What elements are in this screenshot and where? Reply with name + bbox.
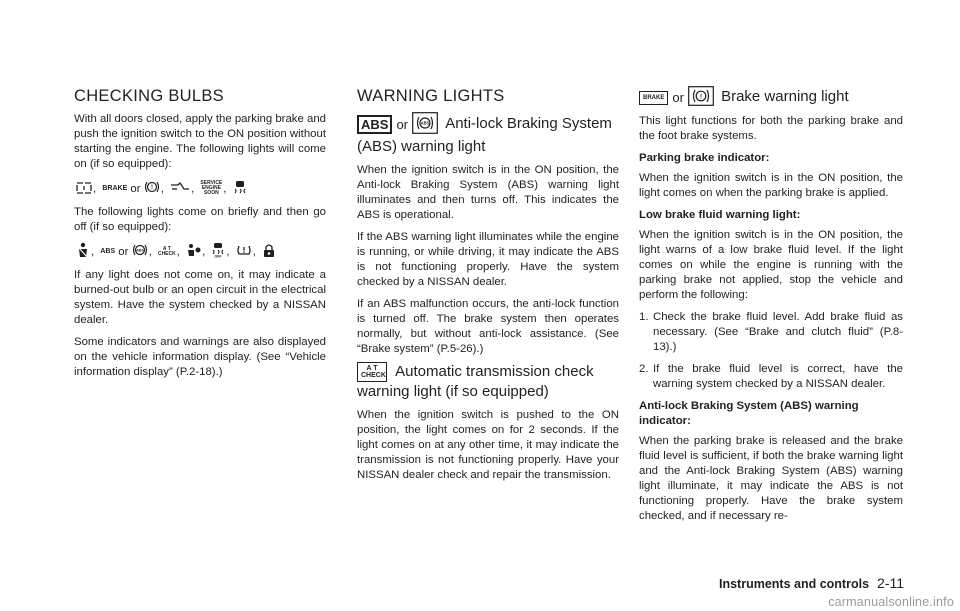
svg-text:OFF: OFF (214, 254, 222, 259)
seat-belt-icon (76, 242, 90, 261)
paragraph: The following lights come on briefly and then go off (if so equipped): (74, 206, 326, 233)
brake-box-icon: BRAKE (639, 91, 668, 105)
icon-row-bulbs-on: , BRAKE or ! , , SERVICE ENGINE SOON , (76, 179, 326, 199)
at-check-box-icon: A T CHECK (357, 362, 387, 382)
abs-circle-text: ABS (135, 248, 144, 253)
or-label: or (396, 117, 409, 132)
heading-brake-warning-light (639, 86, 903, 109)
skid-car-icon (233, 179, 247, 198)
column-brake-warning-light (639, 86, 903, 531)
page-number: 2-11 (877, 575, 905, 591)
heading-text: Brake warning light (721, 88, 849, 106)
watermark: carmanualsonline.info (828, 595, 954, 609)
paragraph: When the ignition switch is in the ON position, the light warns of a low brake fluid level. If the light comes on while the engine is running with the parking brake not applied, stop the vehicle and perform the following: (639, 229, 903, 301)
paragraph: When the ignition switch is in the ON position, the Anti-lock Braking System (ABS) warning light illuminates and then turns off. This indicates the ABS is operational. (357, 164, 619, 221)
subheading-abs-warning-indicator: Anti-lock Braking System (ABS) warning indicator: (639, 400, 859, 427)
list-item: 2. If the brake fluid level is correct, have the warning system checked by a NISSAN dealer. (639, 363, 903, 390)
list-item: 1. Check the brake fluid level. Add brake fluid as necessary. (See “Brake and clutch fluid” (P.8-13).) (639, 311, 903, 353)
or-label: or (672, 90, 684, 105)
service-engine-soon-icon: SERVICE ENGINE SOON (200, 180, 223, 197)
section-title-warning-lights: WARNING LIGHTS (357, 87, 505, 105)
tire-pressure-icon (236, 243, 252, 260)
paragraph: When the ignition switch is pushed to the ON position, the light comes on for 2 seconds. If the light comes on at any other time, it may indicate the transmission is not functioning properly. Have your NISSAN dealer check and repair the transmission. (357, 409, 619, 482)
heading-text: Automatic transmission check warning light (if so equipped) (357, 363, 594, 401)
heading-at-check-warning-light (357, 362, 619, 401)
footer-section-title: Instruments and controls (719, 577, 870, 591)
subheading-low-brake-fluid: Low brake fluid warning light: (639, 209, 801, 221)
paragraph: This light functions for both the parking brake and the foot brake systems. (639, 115, 903, 142)
abs-circle-icon (132, 243, 148, 260)
icon-row-bulbs-briefly: , ABS or ABS , A T CHECK, , OFF , , (76, 242, 326, 262)
skid-off-icon (211, 242, 225, 261)
column-checking-bulbs (74, 86, 326, 387)
heading-abs-warning-light (357, 112, 619, 156)
svg-text:!: ! (150, 185, 153, 192)
steps-list (639, 310, 903, 392)
paragraph: If the ABS warning light illuminates while the engine is running, or while driving, it may indicate the ABS is not functioning properly. Have the system checked by a NISSAN dealer. (357, 231, 619, 288)
brake-text-icon: BRAKE (102, 185, 128, 193)
paragraph: If an ABS malfunction occurs, the anti-lock function is turned off. The brake system then operates normally, but without anti-lock assistance. (See “Brake system” (P.5-26).) (357, 298, 619, 355)
airbag-icon (186, 243, 201, 261)
open-door-icon (76, 181, 92, 197)
brake-circle-icon (144, 180, 160, 197)
heading-text: Anti-lock Braking System (ABS) warning light (357, 115, 612, 155)
or-label: or (130, 183, 141, 195)
abs-box-icon: ABS (357, 115, 392, 134)
battery-charge-icon (170, 181, 190, 196)
svg-text:!: ! (699, 93, 702, 101)
abs-circle-box-icon (412, 112, 438, 137)
or-label: or (118, 246, 129, 258)
paragraph: When the parking brake is released and the brake fluid level is sufficient, if both the brake warning light and the Anti-lock Braking System (ABS) warning light illuminate, it may indicate the ABS is not functioning properly. Have the brake system checked, and if necessary re- (639, 435, 903, 522)
paragraph: If any light does not come on, it may indicate a burned-out bulb or an open circuit in the electrical system. Have the system checked by a NISSAN dealer. (74, 269, 326, 326)
abs-circle-text: ABS (420, 120, 430, 126)
key-lock-icon (262, 243, 276, 261)
paragraph: With all doors closed, apply the parking brake and push the ignition switch to the ON position without starting the engine. The following lights will come on (if so equipped): (74, 113, 327, 170)
column-warning-lights (357, 86, 619, 490)
page-footer (719, 575, 904, 591)
brake-circle-box-icon (688, 86, 714, 109)
paragraph: When the ignition switch is in the ON position, the light comes on when the parking brake is applied. (639, 172, 903, 199)
at-check-small-icon: A T CHECK (157, 245, 176, 257)
paragraph: Some indicators and warnings are also displayed on the vehicle information display. (See “Vehicle information display” (P.2-18).) (74, 336, 326, 378)
abs-text-icon: ABS (100, 248, 116, 256)
subheading-parking-brake: Parking brake indicator: (639, 152, 770, 164)
section-title-checking-bulbs: CHECKING BULBS (74, 87, 224, 105)
